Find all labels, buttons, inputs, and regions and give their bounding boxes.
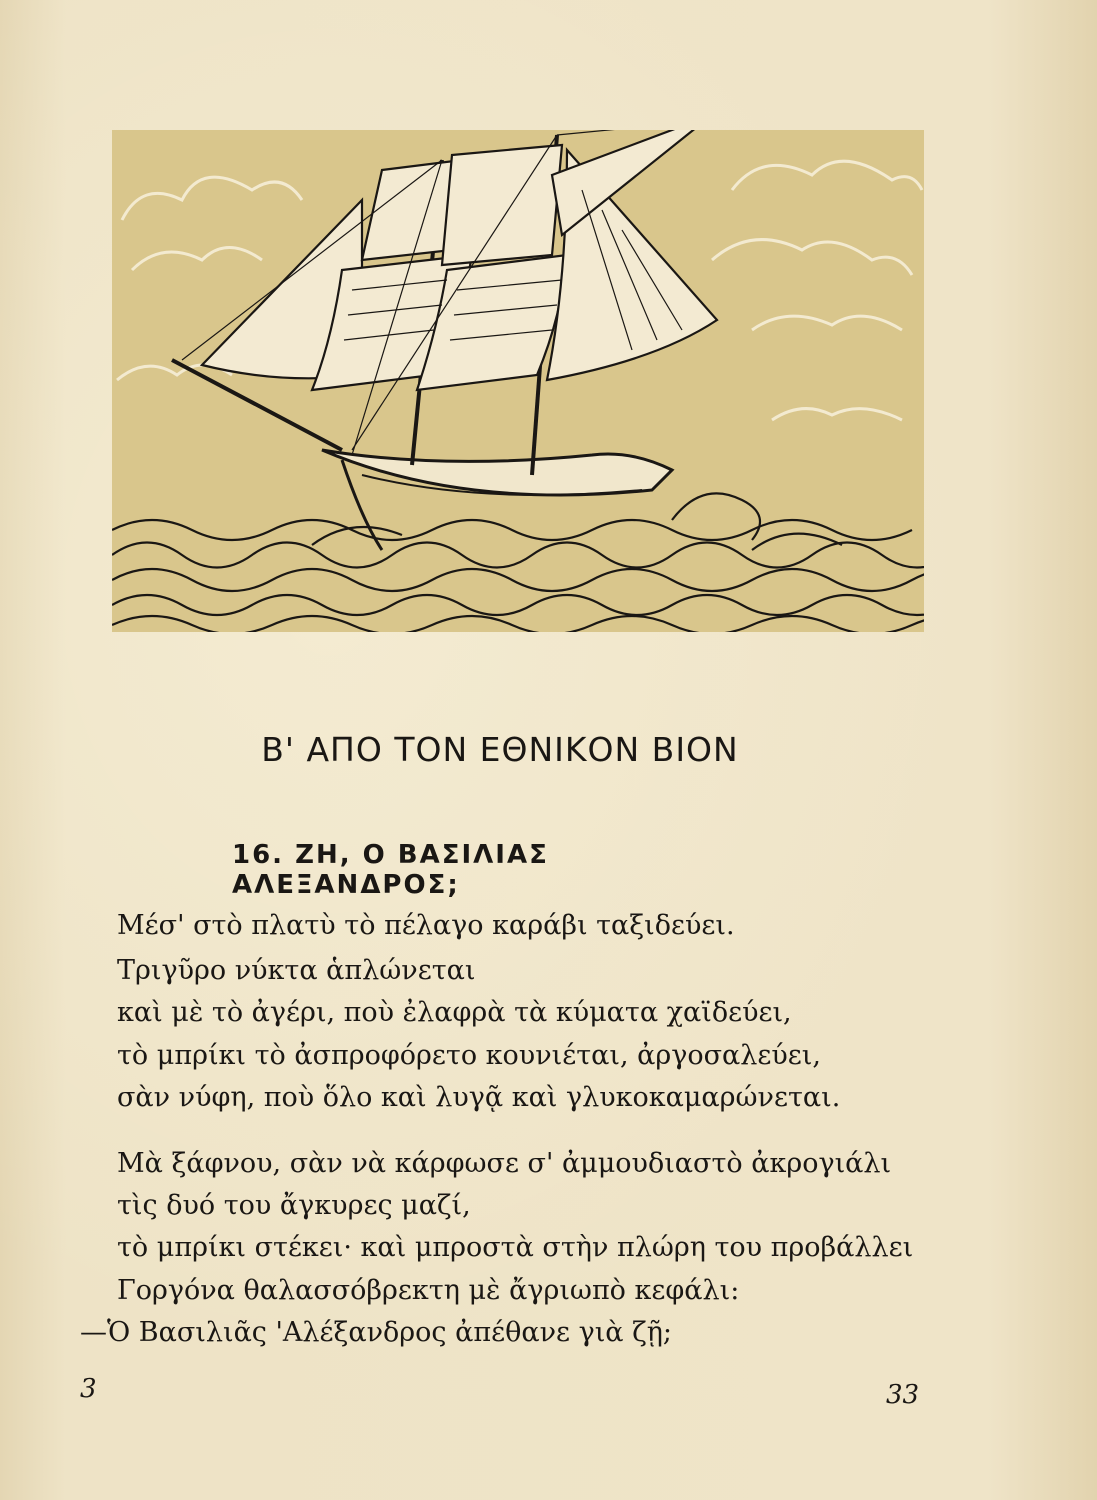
verse-line: τὸ μπρίκι τὸ ἀσπροφόρετο κουνιέται, ἀργοσαλεύει, [117,1040,821,1071]
waves [112,493,924,632]
section-heading: Β' ΑΠΟ ΤΟΝ ΕΘΝΙΚΟΝ ΒΙΟΝ [261,730,739,769]
verse-line: τὶς δυό του ἄγκυρες μαζί, [117,1190,471,1221]
verse-line: Γοργόνα θαλασσόβρεκτη μὲ ἄγριωπὸ κεφάλι: [117,1275,740,1306]
verse-line: τὸ μπρίκι στέκει· καὶ μπροστὰ στὴν πλώρη του προβάλλει [117,1232,914,1263]
verse-line: καὶ μὲ τὸ ἀγέρι, ποὺ ἐλαφρὰ τὰ κύματα χαϊδεύει, [117,997,792,1028]
ship-hull [322,450,672,495]
sailing-ship-illustration [112,130,924,632]
page-number: 33 [886,1380,920,1410]
verse-line: Μέσ' στὸ πλατὺ τὸ πέλαγο καράβι ταξιδεύει. [117,910,735,941]
ship-drawing [112,130,924,632]
verse-line: Μὰ ξάφνου, σὰν νὰ κάρφωσε σ' ἀμμουδιαστὸ ἀκρογιάλι [117,1148,892,1179]
verse-line: Τριγῦρο νύκτα ἁπλώνεται [117,955,476,986]
verse-line: σὰν νύφη, ποὺ ὅλο καὶ λυγᾷ καὶ γλυκοκαμαρώνεται. [117,1082,841,1113]
signature-mark: 3 [80,1374,97,1404]
poem-title: 16. ΖΗ, Ο ΒΑΣΙΛΙΑΣ ΑΛΕΞΑΝΔΡΟΣ; [232,840,549,900]
verse-line: —Ὁ Βασιλιᾶς 'Αλέξανδρος ἀπέθανε γιὰ ζῇ; [80,1317,673,1348]
